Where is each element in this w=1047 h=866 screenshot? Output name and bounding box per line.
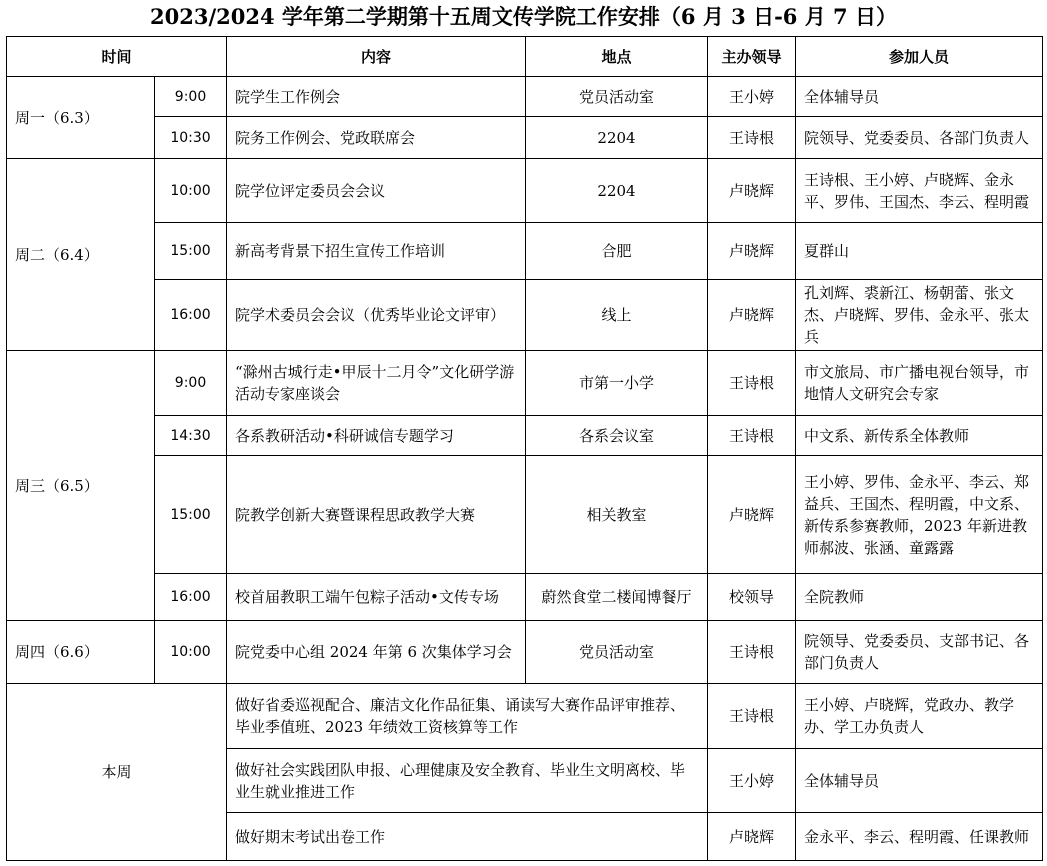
location-cell: 市第一小学 (526, 351, 708, 416)
location-cell: 党员活动室 (526, 621, 708, 684)
time-cell: 15:00 (155, 223, 227, 280)
content-cell: 做好社会实践团队申报、心理健康及安全教育、毕业生文明离校、毕业生就业推进工作 (227, 749, 708, 813)
table-row (7, 416, 1043, 456)
day-label: 周三（6.5） (7, 351, 155, 621)
participants-cell: 王小婷、卢晓辉，党政办、教学办、学工办负责人 (796, 684, 1043, 749)
header-leader: 主办领导 (708, 37, 796, 77)
leader-cell: 王小婷 (708, 749, 796, 813)
leader-cell: 王诗根 (708, 351, 796, 416)
day-label: 周二（6.4） (7, 159, 155, 351)
leader-cell: 卢晓辉 (708, 280, 796, 351)
location-cell: 相关教室 (526, 456, 708, 574)
participants-cell: 院领导、党委委员、支部书记、各部门负责人 (796, 621, 1043, 684)
content-cell: 各系教研活动•科研诚信专题学习 (227, 416, 526, 456)
content-cell: 做好期末考试出卷工作 (227, 813, 708, 861)
table-row (7, 351, 1043, 416)
content-cell: 院党委中心组 2024 年第 6 次集体学习会 (227, 621, 526, 684)
table-row (7, 117, 1043, 159)
location-cell: 党员活动室 (526, 77, 708, 117)
location-cell: 2204 (526, 159, 708, 223)
leader-cell: 卢晓辉 (708, 223, 796, 280)
participants-cell: 王小婷、罗伟、金永平、李云、郑益兵、王国杰、程明霞，中文系、新传系参赛教师，2023 年新进教师郝波、张涵、童露露 (796, 456, 1043, 574)
location-cell: 合肥 (526, 223, 708, 280)
leader-cell: 校领导 (708, 574, 796, 621)
content-cell: 院学生工作例会 (227, 77, 526, 117)
day-label: 周四（6.6） (7, 621, 155, 684)
participants-cell: 金永平、李云、程明霞、任课教师 (796, 813, 1043, 861)
document-title: 2023/2024 学年第二学期第十五周文传学院工作安排（6 月 3 日-6 月 7 日） (150, 4, 897, 29)
time-cell: 10:30 (155, 117, 227, 159)
content-cell: “滁州古城行走•甲辰十二月令”文化研学游活动专家座谈会 (227, 351, 526, 416)
table-row (7, 621, 1043, 684)
time-cell: 10:00 (155, 159, 227, 223)
day-label: 周一（6.3） (7, 77, 155, 159)
leader-cell: 卢晓辉 (708, 159, 796, 223)
time-cell: 9:00 (155, 351, 227, 416)
participants-cell: 中文系、新传系全体教师 (796, 416, 1043, 456)
content-cell: 校首届教职工端午包粽子活动•文传专场 (227, 574, 526, 621)
leader-cell: 王小婷 (708, 77, 796, 117)
table-row (7, 574, 1043, 621)
location-cell: 蔚然食堂二楼闻博餐厅 (526, 574, 708, 621)
location-cell: 线上 (526, 280, 708, 351)
content-cell: 做好省委巡视配合、廉洁文化作品征集、诵读写大赛作品评审推荐、毕业季值班、2023 年绩效工资核算等工作 (227, 684, 708, 749)
table-row (7, 684, 1043, 749)
participants-cell: 院领导、党委委员、各部门负责人 (796, 117, 1043, 159)
content-cell: 院学术委员会会议（优秀毕业论文评审） (227, 280, 526, 351)
schedule-table (6, 36, 1043, 861)
header-participants: 参加人员 (796, 37, 1043, 77)
leader-cell: 王诗根 (708, 117, 796, 159)
participants-cell: 夏群山 (796, 223, 1043, 280)
table-row (7, 159, 1043, 223)
table-row (7, 223, 1043, 280)
leader-cell: 王诗根 (708, 621, 796, 684)
time-cell: 16:00 (155, 280, 227, 351)
header-content: 内容 (227, 37, 526, 77)
participants-cell: 王诗根、王小婷、卢晓辉、金永平、罗伟、王国杰、李云、程明霞 (796, 159, 1043, 223)
table-row (7, 456, 1043, 574)
time-cell: 15:00 (155, 456, 227, 574)
participants-cell: 市文旅局、市广播电视台领导，市地情人文研究会专家 (796, 351, 1043, 416)
participants-cell: 全体辅导员 (796, 749, 1043, 813)
location-cell: 2204 (526, 117, 708, 159)
time-cell: 14:30 (155, 416, 227, 456)
leader-cell: 王诗根 (708, 684, 796, 749)
content-cell: 院务工作例会、党政联席会 (227, 117, 526, 159)
location-cell: 各系会议室 (526, 416, 708, 456)
content-cell: 院教学创新大赛暨课程思政教学大赛 (227, 456, 526, 574)
participants-cell: 孔刘辉、裘新江、杨朝蕾、张文杰、卢晓辉、罗伟、金永平、张太兵 (796, 280, 1043, 351)
time-cell: 16:00 (155, 574, 227, 621)
table-row (7, 280, 1043, 351)
table-row (7, 77, 1043, 117)
time-cell: 9:00 (155, 77, 227, 117)
header-row (7, 37, 1043, 77)
leader-cell: 卢晓辉 (708, 456, 796, 574)
header-time: 时间 (7, 37, 227, 77)
time-cell: 10:00 (155, 621, 227, 684)
leader-cell: 卢晓辉 (708, 813, 796, 861)
week-label: 本周 (7, 684, 227, 861)
participants-cell: 全体辅导员 (796, 77, 1043, 117)
content-cell: 新高考背景下招生宣传工作培训 (227, 223, 526, 280)
leader-cell: 王诗根 (708, 416, 796, 456)
header-location: 地点 (526, 37, 708, 77)
content-cell: 院学位评定委员会会议 (227, 159, 526, 223)
participants-cell: 全院教师 (796, 574, 1043, 621)
